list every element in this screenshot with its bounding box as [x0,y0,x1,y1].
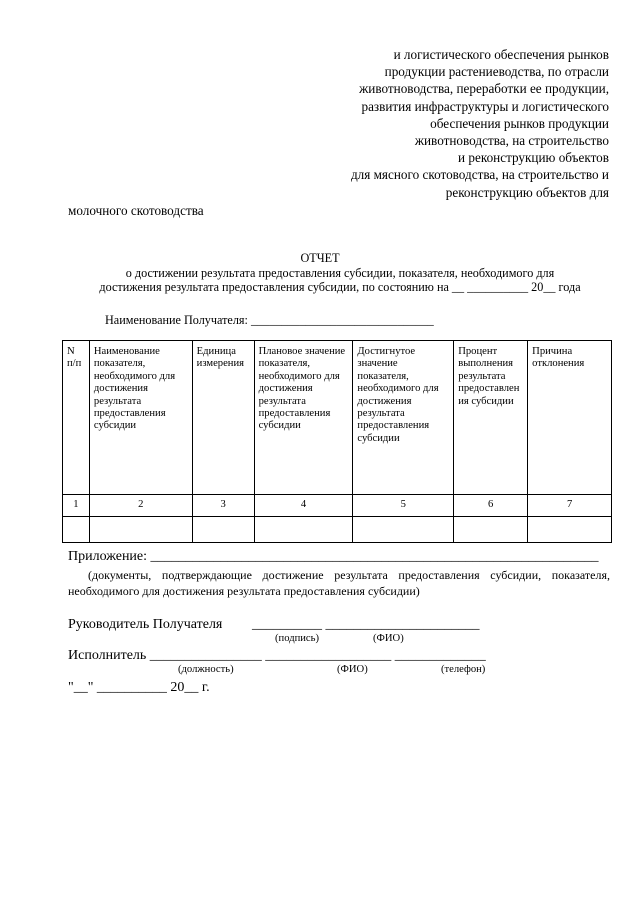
caption-position: (должность) [178,664,234,675]
col-number: 6 [454,495,528,517]
report-subtitle [60,266,620,294]
header-line: обеспечения рынков продукции [430,115,609,131]
col-header-achieved: Достигнутое значение показателя, необходимого для достижения результата предоставления субсидии [353,341,454,495]
caption-name: (ФИО) [373,633,404,644]
header-line: и логистического обеспечения рынков [393,47,609,62]
col-header-indicator: Наименование показателя, необходимого для достижения результата предоставления субсидии [89,341,192,495]
table-cell[interactable] [192,517,254,543]
executor-field[interactable]: Исполнитель ________________ __________________ _____________ [68,648,486,663]
appendix-note-line1: (документы, подтверждающие достижение результата предоставления субсидии, показателя, [88,568,610,582]
col-number: 3 [192,495,254,517]
head-signature-label: Руководитель Получателя [68,617,223,632]
col-header-planned: Плановое значение показателя, необходимого для достижения результата предоставления субсидии [254,341,353,495]
col-number: 2 [89,495,192,517]
col-number: 4 [254,495,353,517]
header-line: для мясного скотоводства, на строительство и [350,167,609,183]
header-line: животноводства, на строительство [414,133,609,149]
caption-executor-name: (ФИО) [337,664,368,675]
col-number: 1 [63,495,90,517]
table-cell[interactable] [353,517,454,543]
table-cell[interactable] [63,517,90,543]
header-last-line: молочного скотоводства [68,203,204,218]
head-signature-field[interactable]: __________ ______________________ [252,617,480,632]
table-header-row [63,341,612,495]
header-line: реконструкцию объектов для [445,184,609,200]
table-cell[interactable] [454,517,528,543]
appendix-note-line2: необходимого для достижения результата предоставления субсидии) [68,583,420,598]
header-block [279,46,609,201]
col-header-reason: Причина отклонения [528,341,612,495]
col-header-unit: Единица измерения [192,341,254,495]
header-line: животноводства, переработки ее продукции, [359,81,609,97]
col-header-number: N п/п [63,341,90,495]
report-subtitle-line2: достижения результата предоставления субсидии, по состоянию на __ __________ 20__ года [99,280,581,294]
report-table [62,340,612,543]
date-field[interactable]: "__" __________ 20__ г. [68,680,210,695]
appendix-field[interactable]: Приложение: ________________________________________________________________ [68,549,599,564]
table-row [63,517,612,543]
recipient-field[interactable]: Наименование Получателя: ______________________________ [105,313,434,327]
table-numbering-row [63,495,612,517]
col-number: 7 [528,495,612,517]
header-line: и реконструкцию объектов [458,150,609,166]
table-cell[interactable] [528,517,612,543]
report-title: ОТЧЕТ [300,251,340,265]
appendix-note [68,568,610,599]
col-number: 5 [353,495,454,517]
table-cell[interactable] [254,517,353,543]
header-line: продукции растениеводства, по отрасли [384,64,609,80]
table-cell[interactable] [89,517,192,543]
report-subtitle-line1: о достижении результата предоставления субсидии, показателя, необходимого для [125,266,555,280]
caption-signature: (подпись) [275,633,319,644]
col-header-percent: Процент выполнения результата предоставлен ия субсидии [454,341,528,495]
caption-phone: (телефон) [441,664,486,675]
header-line: развития инфраструктуры и логистического [361,98,609,114]
